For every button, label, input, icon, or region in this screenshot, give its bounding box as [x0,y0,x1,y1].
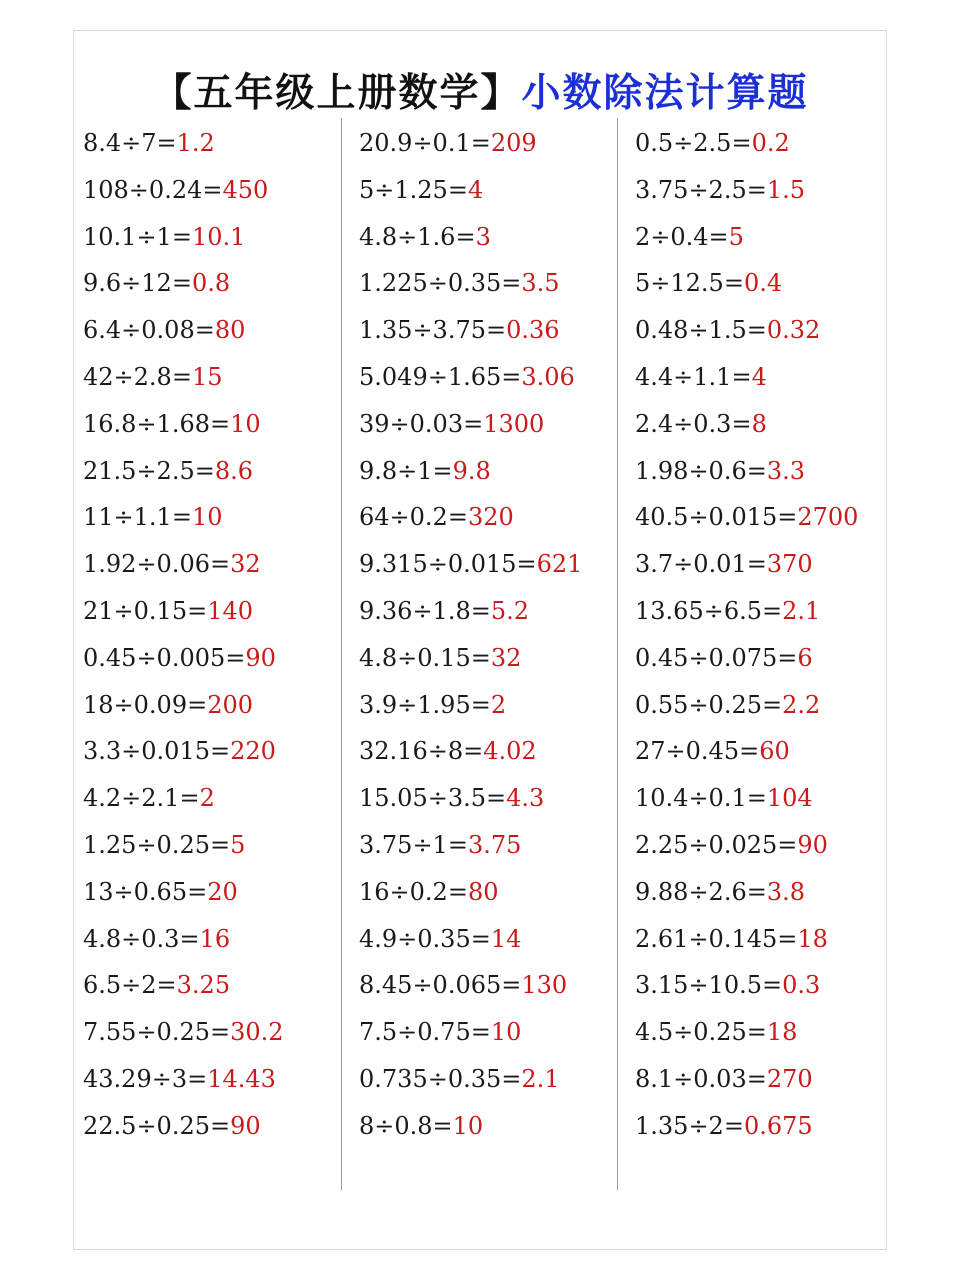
problem-expression: 22.5÷0.25= [83,1111,231,1140]
problem-row [359,120,582,167]
problem-row [635,635,858,682]
problem-expression: 13÷0.65= [83,877,208,906]
problem-row [359,775,582,822]
problem-expression: 11÷1.1= [83,503,192,532]
problem-answer: 18 [766,1018,798,1047]
problem-answer: 4 [751,362,767,391]
problem-expression: 7.5÷0.75= [359,1018,491,1047]
problem-expression: 15.05÷3.5= [359,784,507,813]
problem-row [83,1009,284,1056]
problem-row [359,822,582,869]
problem-row [359,635,582,682]
problem-expression: 18÷0.09= [83,690,208,719]
problem-answer: 9.8 [452,456,491,485]
problem-answer: 270 [766,1064,813,1093]
problem-answer: 0.32 [766,316,821,345]
problem-answer: 90 [230,1111,261,1140]
problem-expression: 8.1÷0.03= [635,1064,767,1093]
problem-row [635,869,858,916]
problem-answer: 32 [230,550,261,579]
problem-expression: 16÷0.2= [359,877,468,906]
problem-row [83,307,284,354]
problem-row [359,448,582,495]
problem-answer: 3.75 [467,830,522,859]
problem-answer: 4.02 [483,737,537,766]
problem-row [635,167,858,214]
problem-row [359,682,582,729]
problem-answer: 3.5 [521,269,560,298]
problem-expression: 9.315÷0.015= [359,550,537,579]
problem-expression: 10.1÷1= [83,222,192,251]
problem-answer: 10 [452,1111,484,1140]
problem-answer: 32 [490,643,522,672]
problem-answer: 10 [191,503,223,532]
problem-row [359,1009,582,1056]
problem-answer: 4 [467,175,484,204]
problem-expression: 1.92÷0.06= [83,550,231,579]
problem-answer: 0.2 [751,129,790,157]
problem-answer: 0.8 [191,269,231,298]
problem-row [83,728,284,775]
problem-expression: 3.15÷10.5= [635,971,783,1000]
problem-expression: 3.75÷2.5= [635,175,767,204]
problem-expression: 2.25÷0.025= [635,830,798,859]
problem-answer: 104 [766,784,813,813]
problem-row [359,1103,582,1150]
problem-answer: 14 [490,924,522,953]
problem-answer: 209 [490,129,537,157]
problem-expression: 9.6÷12= [83,269,192,298]
problem-row [359,588,582,635]
problem-answer: 10 [230,409,261,438]
problem-row [83,869,284,916]
problem-row [359,916,582,963]
problem-expression: 0.45÷0.005= [83,643,246,672]
problem-row [83,1103,284,1150]
problem-column-3 [635,120,858,1150]
problem-row [83,682,284,729]
problem-expression: 3.3÷0.015= [83,737,231,766]
problem-expression: 9.88÷2.6= [635,877,767,906]
problem-answer: 370 [766,550,813,579]
problem-answer: 0.36 [506,316,560,345]
problem-row [635,962,858,1009]
problem-expression: 3.75÷1= [359,830,468,859]
problem-expression: 64÷0.2= [359,503,468,532]
problem-row [83,822,284,869]
problem-answer: 20 [207,877,238,906]
problem-row [635,1056,858,1103]
problem-row [635,728,858,775]
problem-answer: 2700 [797,503,859,532]
problem-expression: 4.9÷0.35= [359,924,491,953]
problem-answer: 2.1 [521,1064,560,1093]
problem-answer: 80 [467,877,499,906]
problem-row [83,588,284,635]
problem-answer: 220 [230,737,276,766]
problem-expression: 6.5÷2= [83,971,177,1000]
problem-row [359,307,582,354]
problem-expression: 5÷12.5= [635,269,744,298]
problem-answer: 3.3 [766,456,805,485]
problem-row [359,354,582,401]
problem-answer: 90 [797,830,828,859]
problem-answer: 1.2 [176,129,215,157]
column-divider [617,118,618,1190]
problem-expression: 32.16÷8= [359,737,484,766]
problem-answer: 60 [759,737,790,766]
problem-answer: 8 [751,409,767,438]
problem-row [635,1103,858,1150]
problem-row [359,728,582,775]
problem-expression: 2÷0.4= [635,222,729,251]
problem-row [83,354,284,401]
problem-row [635,1009,858,1056]
problem-answer: 0.675 [743,1111,813,1140]
problem-expression: 8.45÷0.065= [359,971,522,1000]
problem-expression: 4.8÷0.3= [83,924,200,953]
problem-row [359,260,582,307]
problem-answer: 2 [199,784,215,813]
problem-answer: 6 [797,643,813,672]
problem-row [83,401,284,448]
problem-row [635,682,858,729]
problem-row [635,822,858,869]
problem-expression: 1.225÷0.35= [359,269,522,298]
problem-answer: 2.1 [782,596,821,625]
problem-row [635,916,858,963]
problem-expression: 3.9÷1.95= [359,690,491,719]
problem-answer: 1.5 [766,175,805,204]
problem-row [635,448,858,495]
problem-row [359,494,582,541]
problem-answer: 450 [222,175,269,204]
problem-row [83,962,284,1009]
problem-expression: 5.049÷1.65= [359,362,522,391]
problem-row [359,962,582,1009]
problem-row [635,588,858,635]
problem-answer: 0.3 [782,971,821,1000]
problem-expression: 43.29÷3= [83,1064,208,1093]
problem-expression: 0.5÷2.5= [635,129,752,157]
problem-answer: 16 [199,924,231,953]
problem-expression: 40.5÷0.015= [635,503,798,532]
problem-answer: 14.43 [207,1064,276,1093]
problem-expression: 2.4÷0.3= [635,409,752,438]
problem-column-1 [83,120,284,1150]
problem-answer: 0.4 [743,269,783,298]
problem-row [83,214,284,261]
problem-row [635,120,858,167]
problem-answer: 200 [207,690,254,719]
problem-row [635,307,858,354]
problem-answer: 30.2 [230,1018,284,1047]
problem-expression: 5÷1.25= [359,175,468,204]
problem-row [635,401,858,448]
problem-expression: 4.8÷0.15= [359,643,491,672]
problem-row [83,916,284,963]
problem-expression: 21÷0.15= [83,596,208,625]
problem-row [359,869,582,916]
problem-row [635,494,858,541]
problem-expression: 39÷0.03= [359,409,484,438]
problem-expression: 4.5÷0.25= [635,1018,767,1047]
problem-answer: 3.25 [176,971,231,1000]
problem-expression: 1.98÷0.6= [635,456,767,485]
problem-expression: 21.5÷2.5= [83,456,215,485]
problem-answer: 621 [536,550,583,579]
problem-answer: 130 [521,971,568,1000]
problem-row [83,167,284,214]
page-title [0,68,961,120]
problem-answer: 3.06 [521,362,575,391]
problem-row [83,120,284,167]
problem-row [635,260,858,307]
title-prefix: 【五年级上册数学】 [152,71,522,116]
problem-expression: 1.25÷0.25= [83,830,231,859]
problem-expression: 9.36÷1.8= [359,596,491,625]
problem-expression: 0.55÷0.25= [635,690,783,719]
problem-answer: 18 [797,924,828,953]
problem-row [635,214,858,261]
problem-row [359,401,582,448]
problem-expression: 8.4÷7= [83,129,177,157]
problem-column-2 [359,120,582,1150]
problem-row [635,775,858,822]
problem-answer: 80 [214,316,246,345]
problem-expression: 4.8÷1.6= [359,222,476,251]
problem-expression: 0.48÷1.5= [635,316,767,345]
problem-expression: 4.4÷1.1= [635,362,752,391]
problem-answer: 5 [728,222,744,251]
problem-expression: 2.61÷0.145= [635,924,798,953]
problem-answer: 8.6 [214,456,253,485]
problem-row [83,260,284,307]
problem-expression: 8÷0.8= [359,1111,453,1140]
problem-expression: 10.4÷0.1= [635,784,767,813]
problem-answer: 2 [490,690,507,719]
problem-row [359,167,582,214]
problem-expression: 42÷2.8= [83,362,192,391]
problem-expression: 27÷0.45= [635,737,760,766]
problem-expression: 0.735÷0.35= [359,1064,522,1093]
problem-row [635,541,858,588]
problem-row [83,775,284,822]
problem-answer: 3.8 [766,877,805,906]
problem-expression: 6.4÷0.08= [83,316,215,345]
problem-expression: 20.9÷0.1= [359,129,491,157]
problem-row [83,635,284,682]
title-main: 小数除法计算题 [521,71,809,116]
problem-row [635,354,858,401]
problem-answer: 15 [191,362,223,391]
problem-answer: 10 [490,1018,522,1047]
problem-expression: 1.35÷3.75= [359,316,507,345]
problem-answer: 10.1 [191,222,246,251]
problem-expression: 4.2÷2.1= [83,784,200,813]
column-divider [341,118,342,1190]
problem-answer: 5.2 [490,596,529,625]
problem-row [359,214,582,261]
problem-answer: 2.2 [782,690,821,719]
problem-answer: 90 [245,643,276,672]
problem-answer: 320 [467,503,514,532]
problem-expression: 1.35÷2= [635,1111,744,1140]
problem-answer: 1300 [483,409,545,438]
problem-row [359,541,582,588]
problem-expression: 9.8÷1= [359,456,453,485]
problem-expression: 13.65÷6.5= [635,596,783,625]
problem-expression: 7.55÷0.25= [83,1018,231,1047]
problem-row [359,1056,582,1103]
problem-row [83,1056,284,1103]
problem-row [83,541,284,588]
problem-expression: 0.45÷0.075= [635,643,798,672]
problem-row [83,494,284,541]
problem-answer: 140 [207,596,254,625]
problem-row [83,448,284,495]
problem-expression: 16.8÷1.68= [83,409,231,438]
problem-expression: 3.7÷0.01= [635,550,767,579]
problem-answer: 3 [475,222,491,251]
problem-expression: 108÷0.24= [83,175,223,204]
problem-answer: 5 [230,830,246,859]
problem-answer: 4.3 [506,784,545,813]
